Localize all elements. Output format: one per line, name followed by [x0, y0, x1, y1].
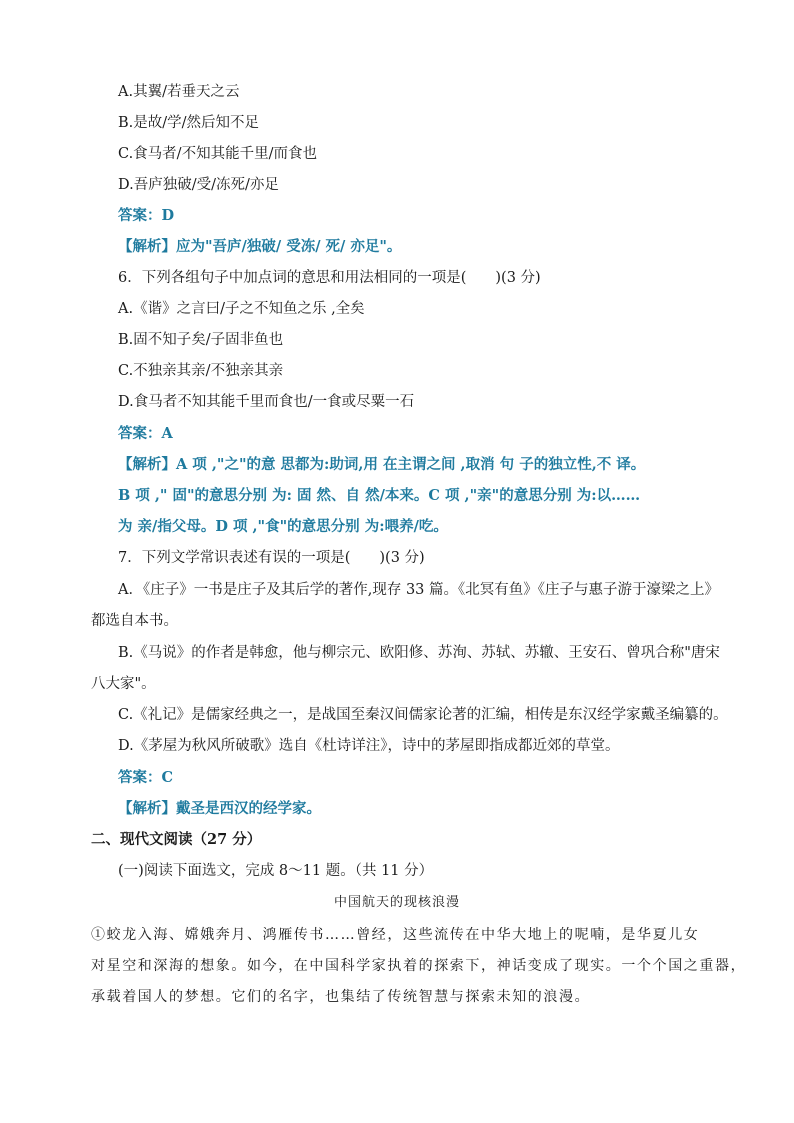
q5-option-d: D.吾庐独破/受/冻死/亦足 [118, 177, 279, 193]
q6-option-c: C.不独亲其亲/不独亲其亲 [118, 363, 284, 379]
q7-option-b-line-2: 八大家"。 [91, 676, 156, 692]
q7-analysis: 【解析】戴圣是西汉的经学家。 [118, 800, 321, 817]
q6-answer: 答案：A [118, 425, 173, 442]
section-heading: 二、现代文阅读（27 分） [91, 831, 262, 848]
q6-analysis-line-3: 为 亲/指父母。D 项 ,"食"的意思分别 为:喂养/吃。 [118, 518, 448, 535]
q7-answer: 答案：C [118, 769, 174, 786]
q6-analysis-line-1: 【解析】A 项 ,"之"的意 思都为:助词,用 在主谓之间 ,取消 句 子的独立性,不 译。 [118, 456, 646, 473]
q5-option-a: A.其翼/若垂天之云 [118, 84, 240, 100]
q6-option-b: B.固不知子矣/子固非鱼也 [118, 332, 284, 348]
q5-option-c: C.食马者/不知其能千里/而食也 [118, 146, 317, 162]
article-paragraph-line-1: ①蛟龙入海、嫦娥奔月、鸿雁传书……曾经，这些流传在中华大地上的呢喃，是华夏儿女 [91, 927, 700, 943]
article-paragraph-line-3: 承载着国人的梦想。它们的名字，也集结了传统智慧与探索未知的浪漫。 [91, 989, 591, 1005]
q6-option-a: A.《谐》之言曰/子之不知鱼之乐 ,全矣 [118, 301, 365, 317]
q6-option-d: D.食马者不知其能千里而食也/一食或尽粟一石 [118, 394, 415, 410]
q5-analysis: 【解析】应为"吾庐/独破/ 受冻/ 死/ 亦足"。 [118, 238, 402, 255]
q7-option-a-line-2: 都选自本书。 [91, 613, 178, 629]
q6-question: 6．下列各组句子中加点词的意思和用法相同的一项是( )(3 分) [118, 270, 541, 286]
article-paragraph-line-2: 对星空和深海的想象。如今，在中国科学家执着的探索下，神话变成了现实。一个个国之重器， [91, 958, 747, 974]
q6-analysis-line-2: B 项 ," 固"的意思分别 为: 固 然、自 然/本来。C 项 ,"亲"的意思分别 为:以…… [118, 487, 641, 504]
q7-option-d: D.《茅屋为秋风所破歌》选自《杜诗详注》，诗中的茅屋即指成都近郊的草堂。 [118, 738, 620, 754]
article-title: 中国航天的现核浪漫 [333, 895, 460, 910]
q7-option-b-line-1: B.《马说》的作者是韩愈，他与柳宗元、欧阳修、苏洵、苏轼、苏辙、王安石、曾巩合称"唐宋 [118, 645, 720, 661]
q7-option-c: C.《礼记》是儒家经典之一，是战国至秦汉间儒家论著的汇编，相传是东汉经学家戴圣编纂的。 [118, 707, 728, 723]
q5-answer: 答案：D [118, 207, 175, 224]
section-subheading: (一)阅读下面选文，完成 8～11 题。（共 11 分） [118, 863, 434, 879]
q7-option-a-line-1: A．《庄子》一书是庄子及其后学的著作,现存 33 篇。《北冥有鱼》《庄子与惠子游于濠梁之上》 [118, 582, 719, 598]
q5-option-b: B.是故/学/然后知不足 [118, 115, 260, 131]
q7-question: 7．下列文学常识表述有误的一项是( )(3 分) [118, 550, 425, 566]
